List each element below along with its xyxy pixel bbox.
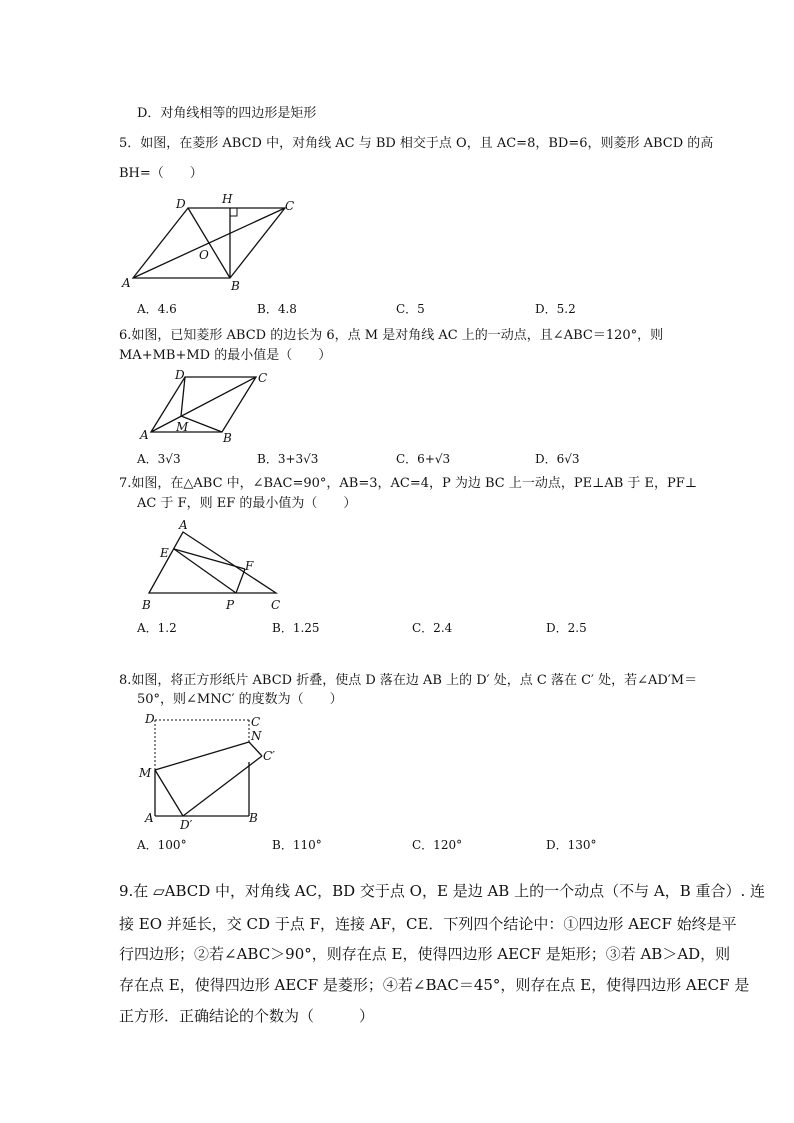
- q7-label-a: A: [179, 518, 188, 532]
- q5-label-h: H: [222, 192, 233, 206]
- q5-option-d: D．5.2: [535, 302, 576, 316]
- q4-option-d: D．对角线相等的四边形是矩形: [137, 106, 317, 121]
- q6-option-d: D．6√3: [535, 452, 580, 466]
- q8-label-c: C: [251, 715, 261, 729]
- q5-label-c: C: [285, 199, 295, 213]
- q9-line2: 接 EO 并延长，交 CD 于点 F，连接 AF，CE．下列四个结论中：①四边形 AECF 始终是平: [119, 915, 737, 933]
- q5-stem-line2: BH=（ ）: [119, 166, 203, 181]
- q8-label-m: M: [139, 766, 152, 780]
- q7-option-a: A．1.2: [137, 621, 177, 635]
- q7-label-e: E: [160, 546, 169, 560]
- q6-label-a: A: [140, 428, 149, 442]
- q7-option-b: B．1.25: [272, 621, 320, 635]
- q8-stem-line1: 8.如图，将正方形纸片 ABCD 折叠，使点 D 落在边 AB 上的 D′ 处，点 C 落在 C′ 处，若∠AD′M＝: [119, 673, 698, 688]
- q8-option-d: D．130°: [546, 838, 597, 852]
- q5-label-a: A: [122, 276, 131, 290]
- q5-label-d: D: [176, 197, 186, 211]
- q5-stem-line1: 5．如图，在菱形 ABCD 中，对角线 AC 与 BD 相交于点 O，且 AC=8，BD=6，则菱形 ABCD 的高: [119, 136, 714, 151]
- q8-label-b: B: [249, 811, 258, 825]
- q6-option-b: B．3+3√3: [257, 452, 319, 466]
- q7-label-p: P: [226, 598, 235, 612]
- q6-label-c: C: [258, 371, 268, 385]
- q9-line1: 9.在 ▱ABCD 中，对角线 AC，BD 交于点 O，E 是边 AB 上的一个动点（不与 A，B 重合）. 连: [119, 882, 766, 900]
- q6-option-c: C．6+√3: [396, 452, 451, 466]
- q8-option-c: C．120°: [412, 838, 463, 852]
- q6-stem-line1: 6.如图，已知菱形 ABCD 的边长为 6，点 M 是对角线 AC 上的一动点，且∠ABC＝120°，则: [119, 328, 664, 343]
- q6-stem-line2: MA+MB+MD 的最小值是（ ）: [119, 348, 332, 363]
- q7-label-c: C: [271, 598, 281, 612]
- q8-label-c-prime: C′: [263, 749, 275, 763]
- q5-label-o: O: [199, 248, 209, 262]
- q7-label-f: F: [245, 559, 254, 573]
- q6-label-m: M: [176, 420, 189, 434]
- q8-label-n: N: [251, 729, 262, 743]
- q8-label-a: A: [145, 811, 154, 825]
- q9-line3: 行四边形；②若∠ABC＞90°，则存在点 E，使得四边形 AECF 是矩形；③若 AB＞AD，则: [119, 945, 731, 963]
- q8-label-d: D: [145, 712, 155, 726]
- q6-label-b: B: [223, 431, 232, 445]
- q5-option-b: B．4.8: [257, 302, 297, 316]
- q8-option-a: A．100°: [137, 838, 187, 852]
- q5-label-b: B: [231, 279, 240, 293]
- q7-stem-line2: AC 于 F，则 EF 的最小值为（ ）: [137, 496, 357, 511]
- q7-stem-line1: 7.如图，在△ABC 中，∠BAC=90°，AB=3，AC=4，P 为边 BC 上一动点，PE⊥AB 于 E，PF⊥: [119, 476, 698, 491]
- q6-option-a: A．3√3: [137, 452, 181, 466]
- q5-option-a: A．4.6: [137, 302, 177, 316]
- q8-option-b: B．110°: [272, 838, 322, 852]
- q5-option-c: C．5: [396, 302, 425, 316]
- q9-line4: 存在点 E，使得四边形 AECF 是菱形；④若∠BAC＝45°，则存在点 E，使得四边形 AECF 是: [119, 976, 750, 994]
- q6-label-d: D: [175, 368, 185, 382]
- q7-option-c: C．2.4: [412, 621, 453, 635]
- q7-label-b: B: [142, 598, 151, 612]
- q8-label-d-prime: D′: [180, 818, 193, 832]
- q9-line5: 正方形．正确结论的个数为（ ）: [119, 1007, 375, 1025]
- q7-option-d: D．2.5: [546, 621, 587, 635]
- q8-stem-line2: 50°，则∠MNC′ 的度数为（ ）: [137, 692, 343, 707]
